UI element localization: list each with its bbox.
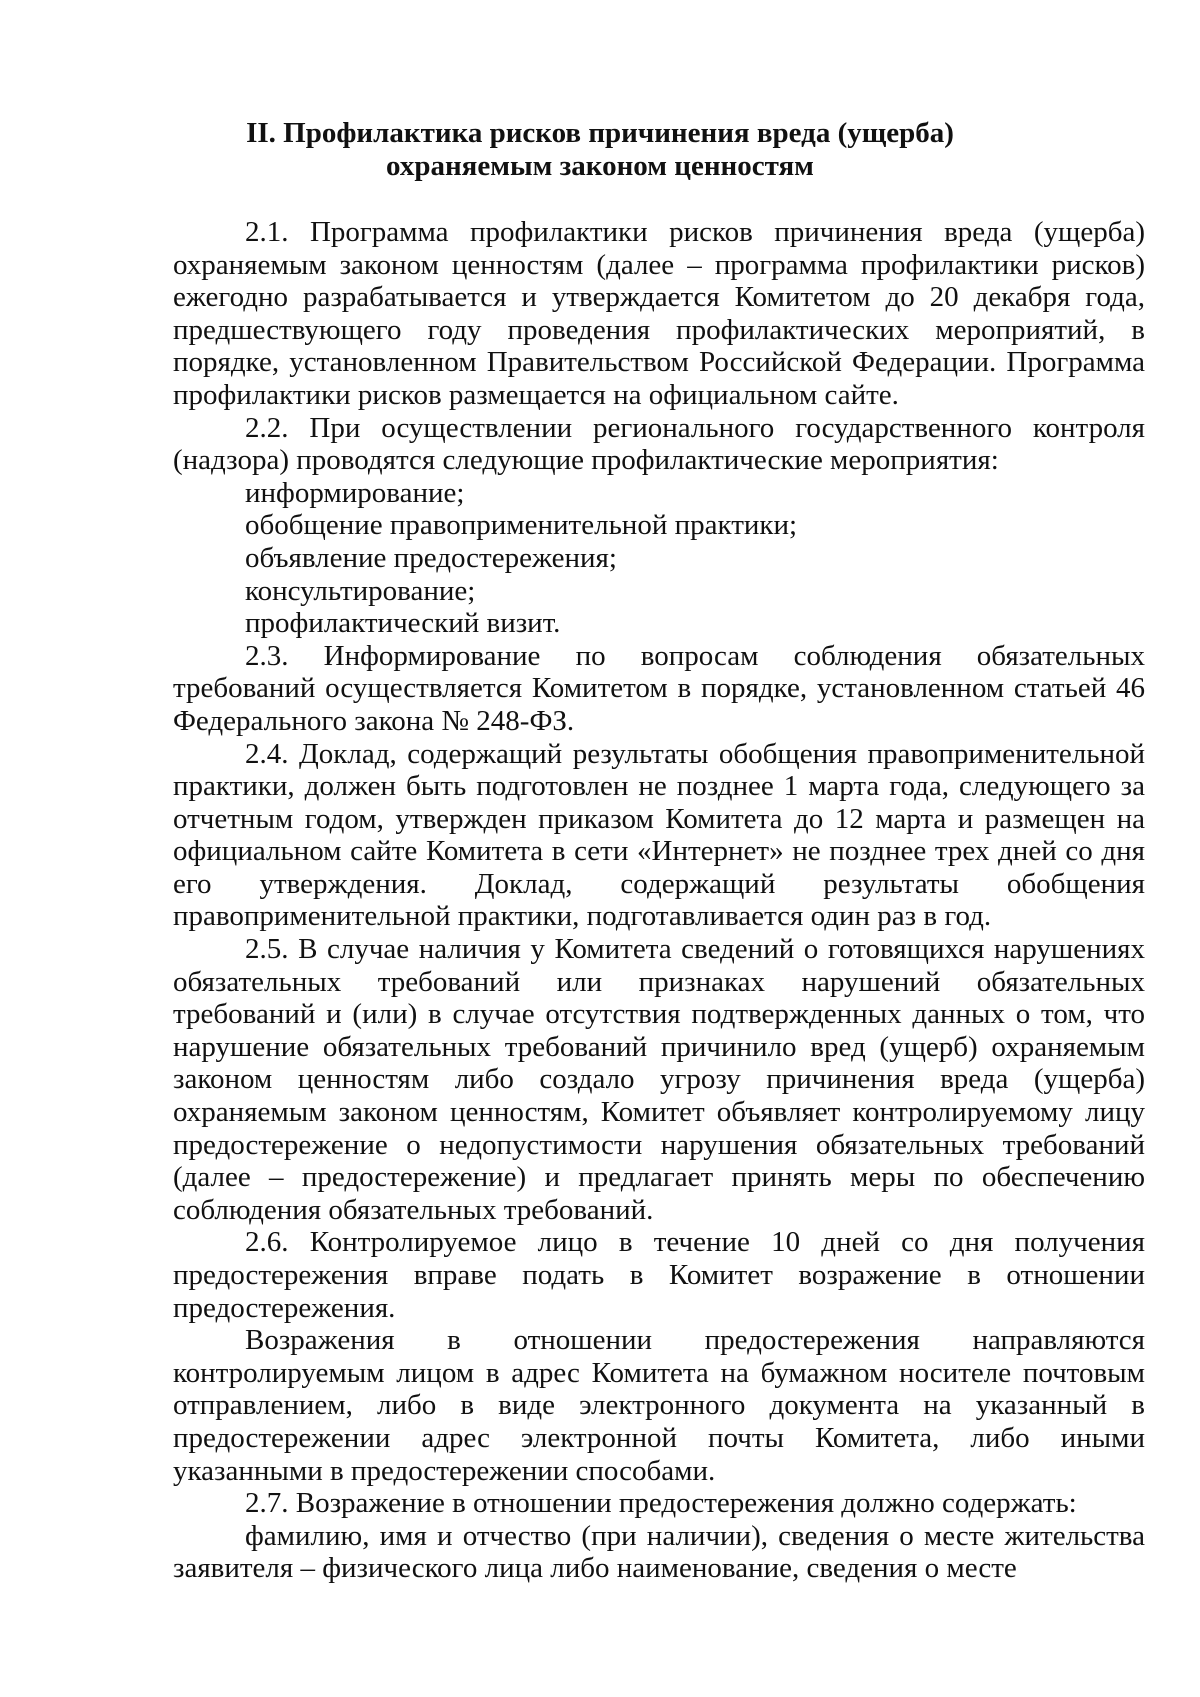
paragraph-2-5: 2.5. В случае наличия у Комитета сведений о готовящихся нарушениях обязательных требований или признаках нарушений обязательных требований и (или) в случае отсутствия подтвержденных данных о том, что нарушение обязательных требований причинило вред (ущерб) охраняемым законом ценностям либо создало угрозу причинения вреда (ущерба) охраняемым законом ценностям, Комитет объявляет контролируемому лицу предостережение о недопустимости нарушения обязательных требований (далее – предостережение) и предлагает принять меры по обеспечению соблюдения обязательных требований. xyxy=(173,933,1145,1226)
paragraph-2-6: 2.6. Контролируемое лицо в течение 10 дней со дня получения предостережения вправе подать в Комитет возражение в отношении предостережения. xyxy=(173,1226,1145,1324)
document-body xyxy=(173,216,1145,1585)
measure-item: консультирование; xyxy=(245,574,476,607)
measure-item: объявление предостережения; xyxy=(245,541,617,574)
measure-item: обобщение правоприменительной практики; xyxy=(245,509,798,542)
measure-item: профилактический визит. xyxy=(245,607,561,640)
paragraph-2-1: 2.1. Программа профилактики рисков причинения вреда (ущерба) охраняемым законом ценностям (далее – программа профилактики рисков) ежегодно разрабатывается и утверждается Комитетом до 20 декабря года, предшествующего году проведения профилактических мероприятий, в порядке, установленном Правительством Российской Федерации. Программа профилактики рисков размещается на официальном сайте. xyxy=(173,216,1145,411)
paragraph-2-3: 2.3. Информирование по вопросам соблюдения обязательных требований осуществляется Комитетом в порядке, установленном статьей 46 Федерального закона № 248-ФЗ. xyxy=(173,639,1145,737)
paragraph-2-7: 2.7. Возражение в отношении предостережения должно содержать: xyxy=(245,1487,1077,1520)
paragraph-2-4: 2.4. Доклад, содержащий результаты обобщения правоприменительной практики, должен быть подготовлен не позднее 1 марта года, следующего за отчетным годом, утвержден приказом Комитета до 12 марта и размещен на официальном сайте Комитета в сети «Интернет» не позднее трех дней со дня его утверждения. Доклад, содержащий результаты обобщения правоприменительной практики, подготавливается один раз в год. xyxy=(173,737,1145,933)
section-title-line-1: II. Профилактика рисков причинения вреда (ущерба) xyxy=(246,117,954,149)
paragraph-2-2: 2.2. При осуществлении регионального государственного контроля (надзора) проводятся следующие профилактические мероприятия: xyxy=(173,411,1145,477)
section-title-line-2: охраняемым законом ценностям xyxy=(386,150,814,182)
measure-item: информирование; xyxy=(245,476,465,509)
paragraph-2-6-objections: Возражения в отношении предостережения направляются контролируемым лицом в адрес Комитета на бумажном носителе почтовым отправлением, либо в виде электронного документа на указанный в предостережении адрес электронной почты Комитета, либо иными указанными в предостережении способами. xyxy=(173,1324,1145,1487)
paragraph-2-7-requirement: фамилию, имя и отчество (при наличии), сведения о месте жительства заявителя – физического лица либо наименование, сведения о месте xyxy=(173,1519,1145,1585)
